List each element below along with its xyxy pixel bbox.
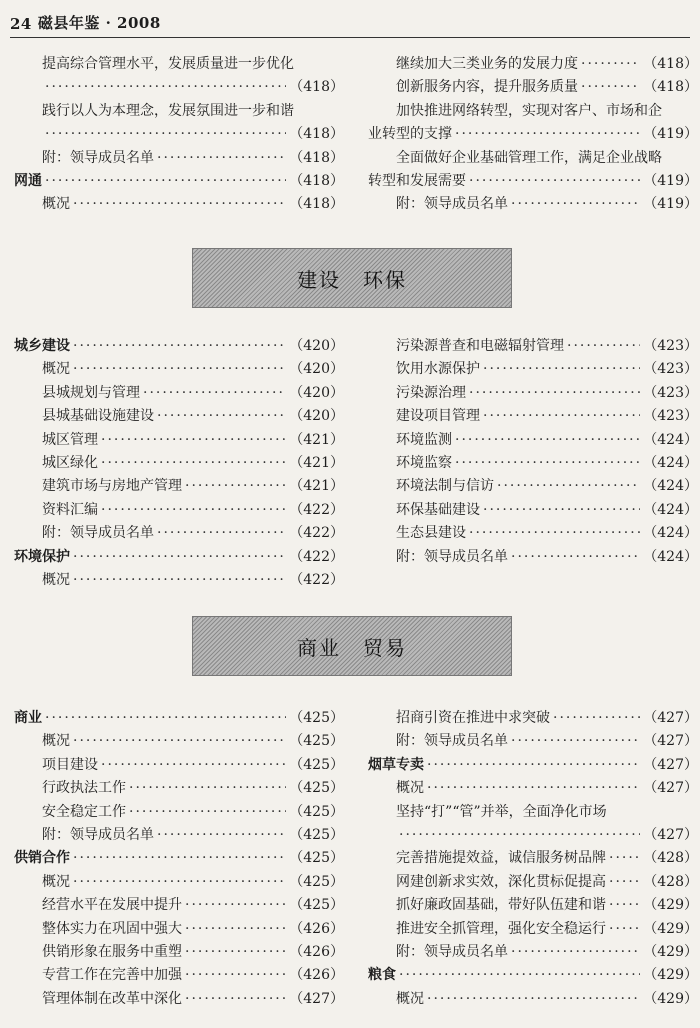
toc-entry-text: 全面做好企业基础管理工作，满足企业战略 bbox=[396, 149, 662, 166]
toc-entry-text: 概况 bbox=[396, 780, 424, 797]
toc-entry bbox=[14, 776, 344, 800]
toc-entry-text: 概况 bbox=[42, 196, 70, 213]
toc-page-number: （422） bbox=[289, 525, 344, 542]
toc-entry bbox=[368, 521, 698, 545]
toc-page-number: （427） bbox=[643, 756, 698, 773]
toc-entry bbox=[14, 870, 344, 894]
toc-page-number: （424） bbox=[643, 548, 698, 565]
toc-entry-text: 加快推进网络转型，实现对客户、市场和企 bbox=[396, 102, 662, 119]
toc-entry bbox=[14, 357, 344, 381]
leader-dots bbox=[511, 940, 640, 964]
toc-entry bbox=[368, 893, 698, 917]
toc-page-number: （418） bbox=[289, 173, 344, 189]
toc-page-number: （428） bbox=[643, 873, 698, 890]
toc-entry bbox=[14, 474, 344, 498]
leader-dots bbox=[455, 428, 640, 452]
toc-entry bbox=[14, 729, 344, 753]
toc-heading bbox=[14, 545, 344, 569]
toc-page-number: （426） bbox=[289, 967, 344, 984]
toc-entry bbox=[14, 963, 344, 987]
toc-entry-text: 完善措施提效益，诚信服务树品牌 bbox=[396, 850, 606, 867]
leader-dots bbox=[455, 451, 640, 475]
leader-dots bbox=[469, 169, 640, 193]
page-number: 24 bbox=[10, 15, 32, 33]
toc-entry-text: 烟草专卖 bbox=[368, 756, 424, 773]
toc-page-number: （424） bbox=[643, 455, 698, 471]
leader-dots bbox=[157, 823, 286, 847]
toc-entry-text: 附：领导成员名单 bbox=[42, 827, 154, 843]
toc-page-number: （419） bbox=[643, 126, 698, 143]
leader-dots bbox=[73, 568, 286, 592]
toc-page-number: （423） bbox=[643, 408, 698, 425]
toc-page-number: （420） bbox=[289, 408, 344, 425]
toc-heading bbox=[368, 753, 698, 777]
toc-entry-text: 附：领导成员名单 bbox=[42, 525, 154, 542]
toc-entry-text: 概况 bbox=[396, 990, 424, 1007]
toc-page-number: （429） bbox=[643, 990, 698, 1007]
toc-entry-text: 建设项目管理 bbox=[396, 408, 480, 425]
toc-page-number: （418） bbox=[643, 56, 698, 72]
toc-page-number: （429） bbox=[643, 944, 698, 960]
leader-dots bbox=[427, 776, 640, 800]
toc-entry bbox=[14, 987, 344, 1011]
banner-title: 商业 贸易 bbox=[297, 635, 407, 660]
leader-dots bbox=[185, 987, 286, 1011]
toc-page-number: （427） bbox=[643, 827, 698, 843]
toc-page-number: （421） bbox=[289, 455, 344, 471]
toc-heading bbox=[14, 846, 344, 870]
toc-page-number: （418） bbox=[289, 79, 344, 96]
toc-heading bbox=[14, 169, 344, 193]
leader-dots bbox=[581, 52, 640, 76]
toc-entry-text: 资料汇编 bbox=[42, 501, 98, 518]
toc-entry bbox=[368, 870, 698, 894]
toc-entry-text: 粮食 bbox=[368, 967, 396, 984]
toc-entry-text: 抓好廉政固基础，带好队伍建和谐 bbox=[396, 897, 606, 914]
toc-entry-text: 继续加大三类业务的发展力度 bbox=[396, 56, 578, 72]
leader-dots bbox=[185, 963, 286, 987]
toc-entry-text: 整体实力在巩固中强大 bbox=[42, 920, 182, 937]
toc-page-number: （421） bbox=[289, 431, 344, 448]
leader-dots bbox=[157, 404, 286, 428]
leader-dots bbox=[185, 917, 286, 941]
toc-entry bbox=[368, 169, 698, 193]
toc-entry-text: 概况 bbox=[42, 873, 70, 890]
toc-heading bbox=[14, 706, 344, 730]
toc-entry-text: 概况 bbox=[42, 733, 70, 750]
toc-page-number: （418） bbox=[289, 196, 344, 213]
toc-entry-text: 污染源治理 bbox=[396, 384, 466, 401]
toc-entry-text: 概况 bbox=[42, 572, 70, 588]
toc-entry bbox=[368, 940, 698, 964]
leader-dots bbox=[483, 357, 640, 381]
toc-entry-text: 创新服务内容，提升服务质量 bbox=[396, 79, 578, 96]
toc-entry bbox=[14, 917, 344, 941]
leader-dots bbox=[101, 753, 286, 777]
toc-page-number: （426） bbox=[289, 944, 344, 960]
toc-page-number: （424） bbox=[643, 478, 698, 495]
toc-entry-text: 项目建设 bbox=[42, 756, 98, 773]
toc-entry bbox=[14, 753, 344, 777]
leader-dots bbox=[73, 357, 286, 381]
toc-entry-text: 经营水平在发展中提升 bbox=[42, 897, 182, 914]
leader-dots bbox=[73, 870, 286, 894]
toc-entry-text: 提高综合管理水平，发展质量进一步优化 bbox=[42, 56, 294, 72]
leader-dots bbox=[45, 122, 286, 146]
toc-entry bbox=[368, 381, 698, 405]
toc-page-number: （425） bbox=[289, 897, 344, 914]
toc-page-number: （429） bbox=[643, 897, 698, 914]
leader-dots bbox=[73, 846, 286, 870]
leader-dots bbox=[427, 987, 640, 1011]
toc-page-number: （420） bbox=[289, 361, 344, 378]
banner-title: 建设 环保 bbox=[297, 267, 407, 292]
leader-dots bbox=[609, 893, 640, 917]
toc-entry-text: 推进安全抓管理，强化安全稳运行 bbox=[396, 920, 606, 937]
toc-entry-text: 环境保护 bbox=[14, 548, 70, 565]
toc-page-number: （422） bbox=[289, 501, 344, 518]
toc-entry bbox=[14, 75, 344, 99]
toc-entry-text: 践行以人为本理念，发展氛围进一步和谐 bbox=[42, 102, 294, 119]
toc-entry bbox=[368, 52, 698, 76]
toc-page-number: （427） bbox=[289, 990, 344, 1007]
leader-dots bbox=[553, 706, 640, 730]
toc-page-number: （425） bbox=[289, 803, 344, 820]
toc-entry bbox=[368, 498, 698, 522]
toc-entry-text: 行政执法工作 bbox=[42, 780, 126, 797]
toc-page-number: （429） bbox=[643, 967, 698, 984]
toc-page-number: （425） bbox=[289, 850, 344, 867]
toc-entry-text: 环保基础建设 bbox=[396, 501, 480, 518]
toc-entry-text: 安全稳定工作 bbox=[42, 803, 126, 820]
leader-dots bbox=[511, 545, 640, 569]
toc-entry-text: 管理体制在改革中深化 bbox=[42, 990, 182, 1007]
toc-entry-text: 生态县建设 bbox=[396, 525, 466, 542]
leader-dots bbox=[483, 498, 640, 522]
toc-entry bbox=[368, 404, 698, 428]
toc-page-number: （418） bbox=[643, 79, 698, 96]
toc-entry bbox=[14, 122, 344, 146]
toc-page-number: （427） bbox=[643, 733, 698, 750]
toc-page-number: （425） bbox=[289, 780, 344, 797]
toc-entry bbox=[368, 987, 698, 1011]
toc-entry-text: 供销合作 bbox=[14, 850, 70, 867]
toc-entry bbox=[14, 940, 344, 964]
leader-dots bbox=[185, 893, 286, 917]
leader-dots bbox=[427, 753, 640, 777]
toc-entry-text: 附：领导成员名单 bbox=[42, 149, 154, 166]
toc-page-number: （429） bbox=[643, 920, 698, 937]
toc-entry bbox=[368, 192, 698, 216]
leader-dots bbox=[511, 729, 640, 753]
toc-entry bbox=[368, 823, 698, 847]
toc-entry bbox=[14, 568, 344, 592]
toc-entry bbox=[14, 404, 344, 428]
toc-entry-text: 城区绿化 bbox=[42, 455, 98, 471]
leader-dots bbox=[101, 451, 286, 475]
leader-dots bbox=[399, 963, 640, 987]
toc-entry-text: 建筑市场与房地产管理 bbox=[42, 478, 182, 495]
toc-entry-text: 专营工作在完善中加强 bbox=[42, 967, 182, 984]
toc-entry bbox=[368, 99, 698, 123]
toc-entry bbox=[14, 893, 344, 917]
toc-page-number: （422） bbox=[289, 572, 344, 588]
toc-heading bbox=[368, 963, 698, 987]
toc-page-number: （424） bbox=[643, 525, 698, 542]
toc-entry-text: 附：领导成员名单 bbox=[396, 548, 508, 565]
toc-entry-text: 附：领导成员名单 bbox=[396, 196, 508, 213]
leader-dots bbox=[609, 870, 640, 894]
toc-entry bbox=[14, 146, 344, 170]
leader-dots bbox=[101, 498, 286, 522]
leader-dots bbox=[469, 521, 640, 545]
toc-page-number: （423） bbox=[643, 384, 698, 401]
toc-entry bbox=[14, 428, 344, 452]
toc-entry bbox=[368, 917, 698, 941]
leader-dots bbox=[73, 192, 286, 216]
toc-entry-text: 网建创新求实效，深化贯标促提高 bbox=[396, 873, 606, 890]
toc-entry bbox=[368, 729, 698, 753]
toc-entry bbox=[14, 521, 344, 545]
leader-dots bbox=[567, 334, 640, 358]
book-title: 磁县年鉴 · 2008 bbox=[37, 14, 161, 32]
toc-entry bbox=[368, 474, 698, 498]
toc-entry-text: 供销形象在服务中重塑 bbox=[42, 944, 182, 960]
leader-dots bbox=[45, 706, 286, 730]
leader-dots bbox=[609, 917, 640, 941]
leader-dots bbox=[73, 729, 286, 753]
toc-entry bbox=[14, 498, 344, 522]
leader-dots bbox=[469, 381, 640, 405]
toc-entry bbox=[14, 800, 344, 824]
toc-entry bbox=[14, 99, 344, 123]
leader-dots bbox=[143, 381, 286, 405]
toc-entry bbox=[368, 357, 698, 381]
toc-entry-text: 县城基础设施建设 bbox=[42, 408, 154, 425]
toc-entry bbox=[368, 146, 698, 170]
toc-page-number: （423） bbox=[643, 338, 698, 354]
toc-entry-text: 转型和发展需要 bbox=[368, 173, 466, 189]
toc-entry bbox=[368, 776, 698, 800]
leader-dots bbox=[497, 474, 640, 498]
toc-page-number: （418） bbox=[289, 149, 344, 166]
toc-entry-text: 附：领导成员名单 bbox=[396, 733, 508, 750]
toc-entry bbox=[368, 545, 698, 569]
toc-page-number: （422） bbox=[289, 548, 344, 565]
section-banner-construction bbox=[192, 248, 512, 308]
toc-entry-text: 县城规划与管理 bbox=[42, 384, 140, 401]
toc-entry-text: 城区管理 bbox=[42, 431, 98, 448]
toc-page-number: （425） bbox=[289, 827, 344, 843]
toc-page-number: （425） bbox=[289, 873, 344, 890]
toc-entry-text: 饮用水源保护 bbox=[396, 361, 480, 378]
toc-entry-text: 网通 bbox=[14, 173, 42, 189]
toc-page-number: （425） bbox=[289, 756, 344, 773]
toc-entry bbox=[368, 846, 698, 870]
toc-page-number: （419） bbox=[643, 173, 698, 189]
toc-entry-text: 附：领导成员名单 bbox=[396, 944, 508, 960]
leader-dots bbox=[185, 940, 286, 964]
toc-entry bbox=[368, 75, 698, 99]
toc-entry-text: 环境监察 bbox=[396, 455, 452, 471]
toc-entry-text: 城乡建设 bbox=[14, 338, 70, 354]
toc-entry bbox=[368, 800, 698, 824]
toc-entry-text: 污染源普查和电磁辐射管理 bbox=[396, 338, 564, 354]
toc-entry bbox=[368, 451, 698, 475]
toc-entry-text: 环境法制与信访 bbox=[396, 478, 494, 495]
leader-dots bbox=[45, 169, 286, 193]
toc-page-number: （425） bbox=[289, 710, 344, 726]
toc-entry-text: 业转型的支撑 bbox=[368, 126, 452, 143]
toc-page-number: （424） bbox=[643, 431, 698, 448]
leader-dots bbox=[581, 75, 640, 99]
leader-dots bbox=[101, 428, 286, 452]
toc-page-number: （427） bbox=[643, 780, 698, 797]
toc-page-number: （428） bbox=[643, 850, 698, 867]
toc-page-number: （420） bbox=[289, 338, 344, 354]
toc-entry-text: 商业 bbox=[14, 710, 42, 726]
toc-page-number: （424） bbox=[643, 501, 698, 518]
toc-entry bbox=[368, 428, 698, 452]
toc-page-number: （426） bbox=[289, 920, 344, 937]
leader-dots bbox=[129, 776, 286, 800]
toc-entry-text: 环境监测 bbox=[396, 431, 452, 448]
toc-heading bbox=[14, 334, 344, 358]
toc-entry bbox=[368, 334, 698, 358]
toc-entry-text: 概况 bbox=[42, 361, 70, 378]
leader-dots bbox=[399, 823, 640, 847]
toc-page-number: （427） bbox=[643, 710, 698, 726]
toc-page-number: （418） bbox=[289, 126, 344, 143]
leader-dots bbox=[157, 146, 286, 170]
leader-dots bbox=[483, 404, 640, 428]
leader-dots bbox=[73, 545, 286, 569]
toc-entry-text: 坚持“打”“管”并举，全面净化市场 bbox=[396, 803, 607, 820]
leader-dots bbox=[511, 192, 640, 216]
toc-page-number: （423） bbox=[643, 361, 698, 378]
toc-page-number: （425） bbox=[289, 733, 344, 750]
toc-entry bbox=[14, 52, 344, 76]
leader-dots bbox=[73, 334, 286, 358]
toc-entry-text: 招商引资在推进中求突破 bbox=[396, 710, 550, 726]
toc-entry bbox=[14, 381, 344, 405]
leader-dots bbox=[609, 846, 640, 870]
toc-page-number: （421） bbox=[289, 478, 344, 495]
leader-dots bbox=[45, 75, 286, 99]
section-banner-commerce bbox=[192, 616, 512, 676]
toc-entry bbox=[368, 122, 698, 146]
running-header bbox=[10, 8, 690, 38]
leader-dots bbox=[455, 122, 640, 146]
toc-entry bbox=[14, 192, 344, 216]
toc-entry bbox=[14, 823, 344, 847]
toc-page-number: （420） bbox=[289, 384, 344, 401]
leader-dots bbox=[157, 521, 286, 545]
toc-entry bbox=[368, 706, 698, 730]
leader-dots bbox=[129, 800, 286, 824]
toc-page-number: （419） bbox=[643, 196, 698, 213]
toc-entry bbox=[14, 451, 344, 475]
leader-dots bbox=[185, 474, 286, 498]
